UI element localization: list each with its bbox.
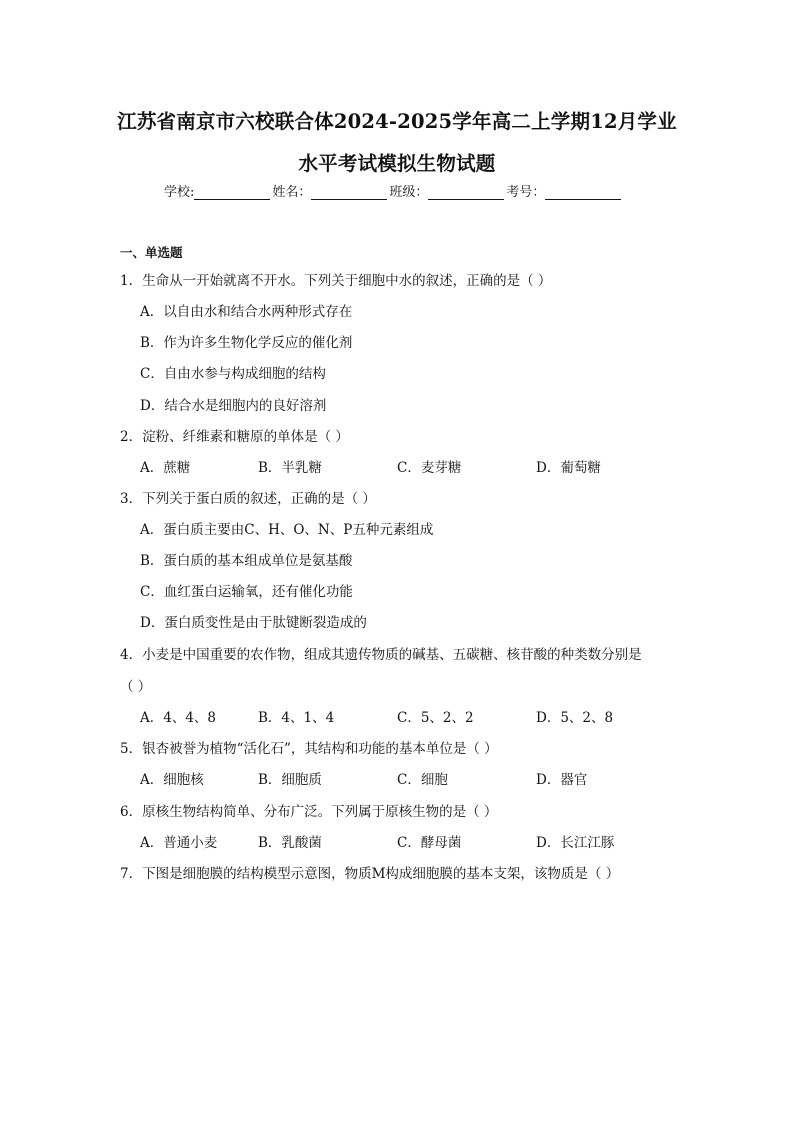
question-5-option-c[interactable]: C．细胞: [397, 772, 448, 788]
question-6-options: [140, 831, 660, 851]
question-2-options: [140, 456, 660, 476]
student-info-row: [164, 181, 623, 200]
name-blank[interactable]: [311, 185, 387, 200]
question-4-stem: 4．小麦是中国重要的农作物，组成其遗传物质的碱基、五碳糖、核苷酸的种类数分别是: [120, 647, 642, 663]
school-blank[interactable]: [194, 185, 270, 200]
question-1-option-b[interactable]: B．作为许多生物化学反应的催化剂: [140, 335, 353, 351]
name-label: 姓名：: [272, 185, 312, 200]
question-5-options: [140, 768, 660, 788]
question-1-option-a[interactable]: A．以自由水和结合水两种形式存在: [140, 304, 353, 320]
question-3-stem: 3．下列关于蛋白质的叙述，正确的是（ ）: [120, 491, 376, 507]
question-6-option-d[interactable]: D．长江江豚: [536, 835, 615, 851]
question-5-option-b[interactable]: B．细胞质: [258, 772, 322, 788]
question-5-option-a[interactable]: A．细胞核: [140, 772, 204, 788]
school-label: 学校:: [164, 185, 195, 200]
question-5-stem: 5．银杏被誉为植物“活化石”，其结构和功能的基本单位是（ ）: [120, 741, 498, 757]
question-6-option-a[interactable]: A．普通小麦: [140, 835, 218, 851]
question-7-stem: 7．下图是细胞膜的结构模型示意图，物质M构成细胞膜的基本支架，该物质是（ ）: [120, 866, 620, 882]
question-5-option-d[interactable]: D．器官: [536, 772, 588, 788]
question-2-option-b[interactable]: B．半乳糖: [258, 460, 322, 476]
section-heading: 一、单选题: [120, 245, 183, 260]
question-1-option-c[interactable]: C．自由水参与构成细胞的结构: [140, 366, 326, 382]
class-blank[interactable]: [428, 185, 504, 200]
exam-title-line1: 江苏省南京市六校联合体2024-2025学年高二上学期12月学业: [117, 110, 677, 133]
question-6-stem: 6．原核生物结构简单、分布广泛。下列属于原核生物的是（ ）: [120, 804, 498, 820]
question-1-option-d[interactable]: D．结合水是细胞内的良好溶剂: [140, 398, 327, 414]
question-4-options: [140, 706, 660, 726]
question-4-option-d[interactable]: D．5、2、8: [536, 710, 614, 726]
class-label: 班级：: [389, 185, 429, 200]
question-2-stem: 2．淀粉、纤维素和糖原的单体是（ ）: [120, 429, 349, 445]
question-4-option-b[interactable]: B．4、1、4: [258, 710, 335, 726]
question-2-option-d[interactable]: D．葡萄糖: [536, 460, 601, 476]
question-2-option-c[interactable]: C．麦芽糖: [397, 460, 462, 476]
exam-no-label: 考号：: [506, 185, 546, 200]
question-4-option-a[interactable]: A．4、4、8: [140, 710, 217, 726]
question-4-option-c[interactable]: C．5、2、2: [397, 710, 474, 726]
question-3-option-b[interactable]: B．蛋白质的基本组成单位是氨基酸: [140, 553, 353, 569]
question-3-option-a[interactable]: A．蛋白质主要由C、H、O、N、P五种元素组成: [140, 522, 434, 538]
question-4-stem-continued: （ ）: [120, 679, 152, 695]
exam-title-line2: 水平考试模拟生物试题: [298, 152, 496, 175]
question-1-stem: 1．生命从一开始就离不开水。下列关于细胞中水的叙述，正确的是（ ）: [120, 273, 552, 289]
exam-no-blank[interactable]: [545, 185, 621, 200]
question-6-option-b[interactable]: B．乳酸菌: [258, 835, 322, 851]
question-6-option-c[interactable]: C．酵母菌: [397, 835, 462, 851]
question-2-option-a[interactable]: A．蔗糖: [140, 460, 191, 476]
question-3-option-c[interactable]: C．血红蛋白运输氧，还有催化功能: [140, 584, 353, 600]
question-3-option-d[interactable]: D．蛋白质变性是由于肽键断裂造成的: [140, 615, 367, 631]
